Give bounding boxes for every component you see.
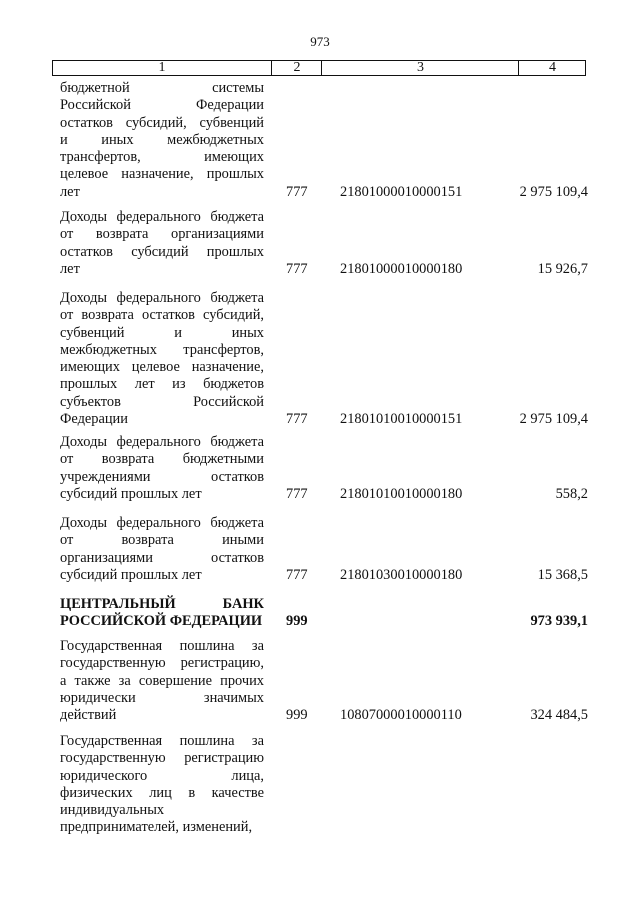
header-col-1: 1 bbox=[158, 60, 166, 75]
description-line: Доходы федерального бюджета bbox=[60, 515, 264, 531]
table-row bbox=[0, 290, 640, 428]
amount: 2 975 109,4 bbox=[519, 183, 588, 200]
description-line: Государственная пошлина за bbox=[60, 638, 264, 654]
description-line: целевое назначение, прошлых bbox=[60, 166, 264, 183]
description-line: Федерации bbox=[60, 411, 128, 428]
description-line: остатков субсидий прошлых bbox=[60, 243, 264, 260]
admin-code: 777 bbox=[286, 485, 308, 502]
description-line: трансфертов, имеющих bbox=[60, 149, 264, 166]
description-line: учреждениями остатков bbox=[60, 468, 264, 485]
table-row bbox=[0, 515, 640, 584]
description-line: предпринимателей, изменений, bbox=[60, 819, 253, 836]
description-line: субсидий прошлых лет bbox=[60, 566, 202, 583]
row-description bbox=[60, 434, 264, 503]
amount: 324 484,5 bbox=[530, 707, 588, 724]
page-number: 973 bbox=[310, 34, 330, 49]
description-line: от возврата бюджетными bbox=[60, 451, 264, 468]
table-header bbox=[52, 60, 586, 76]
description-line: остатков субсидий, субвенций bbox=[60, 114, 264, 131]
row-description bbox=[60, 596, 264, 631]
description-line: от возврата организациями bbox=[60, 226, 264, 243]
table-row bbox=[0, 733, 640, 837]
description-line: Доходы федерального бюджета bbox=[60, 434, 264, 450]
amount: 973 939,1 bbox=[530, 613, 588, 630]
table-row bbox=[0, 80, 640, 201]
table-row bbox=[0, 434, 640, 503]
row-description bbox=[60, 209, 264, 278]
description-line: государственную регистрацию bbox=[60, 750, 264, 767]
description-line: и иных межбюджетных bbox=[60, 131, 264, 148]
budget-classification-code: 21801030010000180 bbox=[340, 566, 463, 583]
description-line: Российской Федерации bbox=[60, 97, 264, 114]
description-line: от возврата остатков субсидий, bbox=[60, 307, 264, 324]
budget-classification-code: 10807000010000110 bbox=[340, 707, 462, 724]
description-line: государственную регистрацию, bbox=[60, 655, 264, 672]
budget-classification-code: 21801010010000151 bbox=[340, 411, 463, 428]
description-line: субсидий прошлых лет bbox=[60, 485, 202, 502]
table-row bbox=[0, 209, 640, 278]
admin-code: 999 bbox=[286, 707, 308, 724]
table-row bbox=[0, 596, 640, 631]
admin-code: 777 bbox=[286, 183, 308, 200]
description-line: РОССИЙСКОЙ ФЕДЕРАЦИИ bbox=[60, 613, 263, 630]
description-line: организациями остатков bbox=[60, 549, 264, 566]
amount: 15 368,5 bbox=[537, 566, 588, 583]
description-line: действий bbox=[60, 707, 117, 724]
description-line: бюджетной системы bbox=[60, 80, 264, 96]
row-description bbox=[60, 638, 264, 724]
admin-code: 777 bbox=[286, 566, 308, 583]
description-line: Государственная пошлина за bbox=[60, 733, 264, 749]
budget-classification-code: 21801010010000180 bbox=[340, 485, 463, 502]
description-line: ЦЕНТРАЛЬНЫЙ БАНК bbox=[60, 596, 264, 612]
table-row bbox=[0, 638, 640, 725]
description-line: а также за совершение прочих bbox=[60, 672, 264, 689]
row-description bbox=[60, 733, 264, 837]
description-line: субвенций и иных bbox=[60, 324, 264, 341]
amount: 2 975 109,4 bbox=[519, 411, 588, 428]
row-description bbox=[60, 290, 264, 428]
description-line: имеющих целевое назначение, bbox=[60, 359, 264, 376]
row-description bbox=[60, 80, 264, 201]
description-line: лет bbox=[60, 260, 80, 277]
description-line: Доходы федерального бюджета bbox=[60, 290, 264, 306]
description-line: субъектов Российской bbox=[60, 393, 264, 410]
description-line: прошлых лет из бюджетов bbox=[60, 376, 264, 393]
admin-code: 777 bbox=[286, 411, 308, 428]
row-description bbox=[60, 515, 264, 584]
description-line: от возврата иными bbox=[60, 532, 264, 549]
amount: 15 926,7 bbox=[537, 260, 588, 277]
budget-classification-code: 21801000010000151 bbox=[340, 183, 463, 200]
description-line: лет bbox=[60, 183, 80, 200]
header-col-3: 3 bbox=[321, 61, 519, 75]
description-line: физических лиц в качестве bbox=[60, 784, 264, 801]
description-line: межбюджетных трансфертов, bbox=[60, 341, 264, 358]
admin-code: 777 bbox=[286, 260, 308, 277]
description-line: юридически значимых bbox=[60, 689, 264, 706]
amount: 558,2 bbox=[555, 485, 588, 502]
admin-code: 999 bbox=[286, 613, 308, 630]
description-line: юридического лица, bbox=[60, 767, 264, 784]
budget-classification-code: 21801000010000180 bbox=[340, 260, 463, 277]
header-col-2: 2 bbox=[271, 61, 322, 75]
description-line: Доходы федерального бюджета bbox=[60, 209, 264, 225]
description-line: индивидуальных bbox=[60, 802, 165, 819]
header-col-4: 4 bbox=[518, 61, 586, 75]
